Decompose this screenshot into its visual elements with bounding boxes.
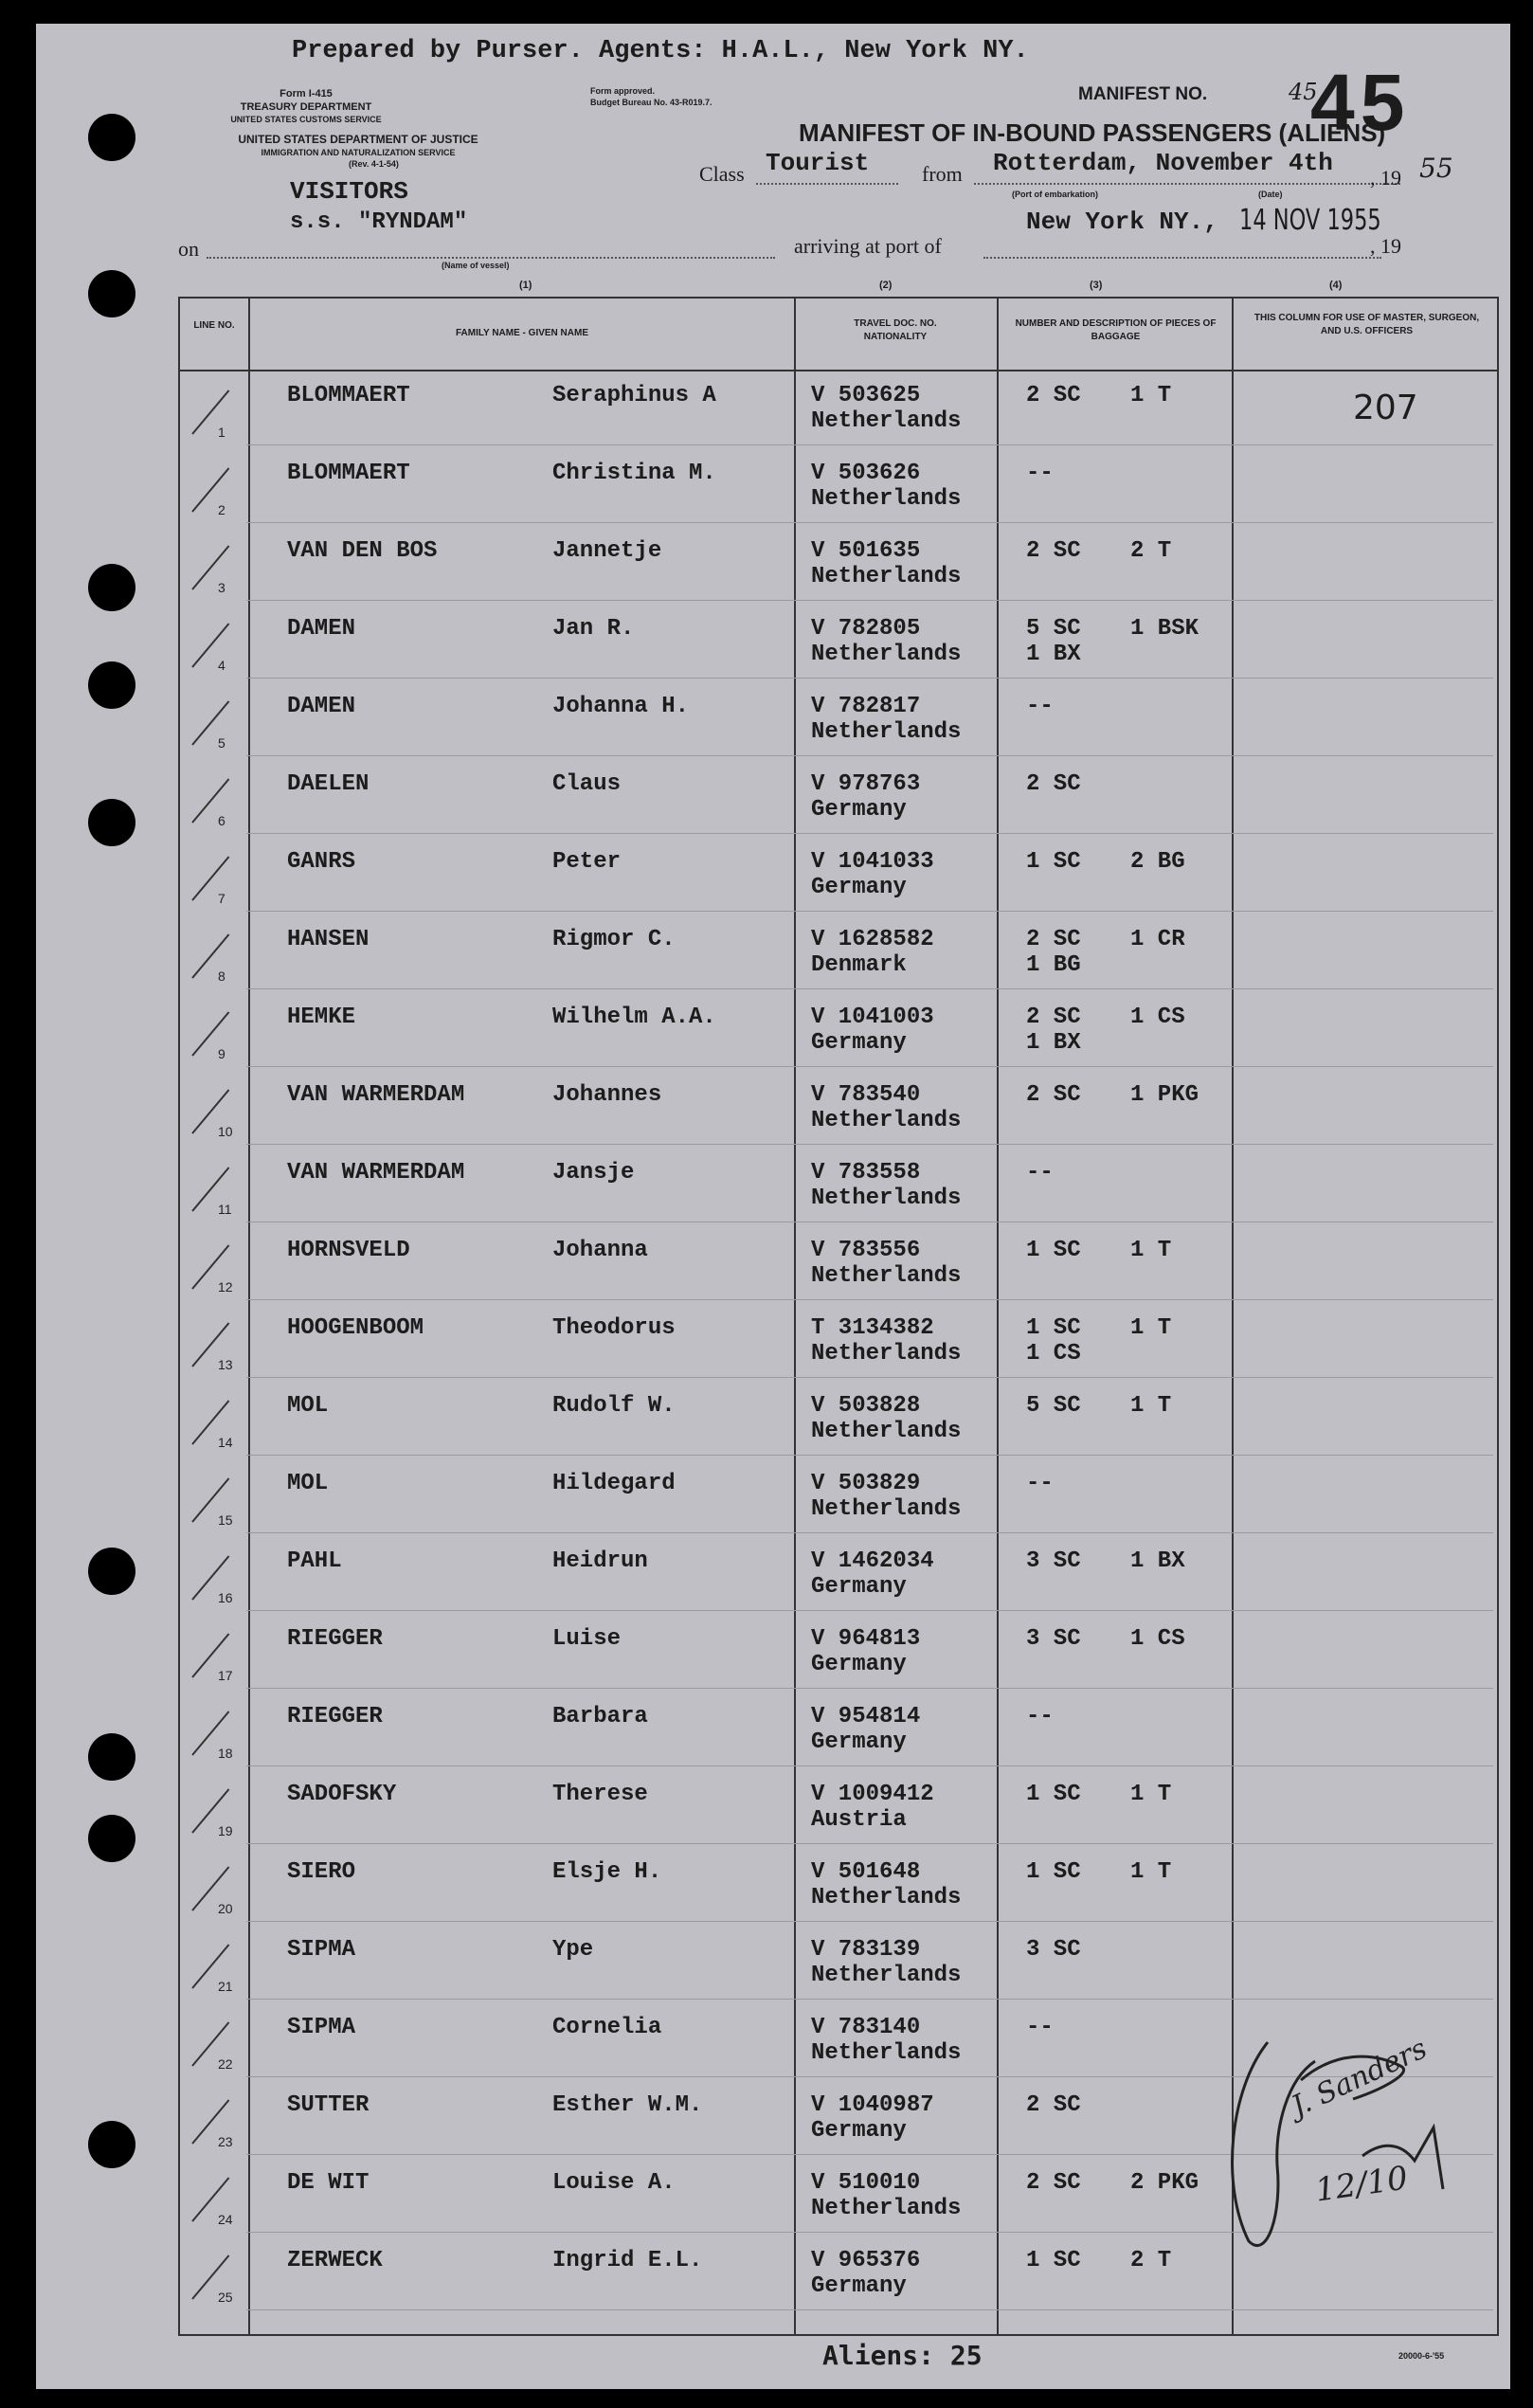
family-name: SIERO: [287, 1859, 356, 1885]
given-name: Ype: [552, 1937, 594, 1963]
nationality: Netherlands: [811, 1263, 962, 1289]
line-number: 3: [218, 580, 225, 595]
baggage-primary: 5 SC: [1026, 616, 1081, 642]
aliens-total: Aliens: 25: [822, 2340, 983, 2371]
given-name: Luise: [552, 1626, 622, 1652]
travel-doc-number: V 503625: [811, 383, 921, 408]
baggage-primary: --: [1026, 1704, 1054, 1729]
given-name: Seraphinus A: [552, 383, 716, 408]
travel-doc-number: V 782817: [811, 694, 921, 719]
officer-signature: [1211, 2023, 1495, 2270]
line-number: 16: [218, 1590, 233, 1605]
table-row: [36, 834, 1510, 912]
manifest-page: [36, 24, 1510, 2389]
form-number: Form I-415: [280, 88, 333, 100]
row-divider: [246, 2309, 1493, 2310]
table-row: [36, 989, 1510, 1067]
baggage-secondary: 1 PKG: [1130, 1082, 1199, 1108]
baggage-secondary: 1 T: [1130, 383, 1172, 408]
nationality: Netherlands: [811, 1186, 962, 1211]
line-number: 24: [218, 2212, 233, 2227]
given-name: Therese: [552, 1782, 648, 1807]
table-row: [36, 912, 1510, 989]
punch-hole: [88, 270, 135, 317]
port-caption: (Port of embarkation): [1012, 190, 1099, 199]
travel-doc-number: V 783140: [811, 2015, 921, 2040]
given-name: Christina M.: [552, 461, 716, 486]
manifest-no-stamped: 45: [1310, 58, 1411, 147]
baggage-primary: 2 SC: [1026, 383, 1081, 408]
line-number: 10: [218, 1124, 233, 1139]
family-name: RIEGGER: [287, 1704, 383, 1729]
given-name: Johanna H.: [552, 694, 690, 719]
baggage-extra: 1 BX: [1026, 642, 1081, 667]
budget-bureau: Budget Bureau No. 43-R019.7.: [590, 98, 712, 107]
line-number: 2: [218, 502, 225, 517]
table-row: [36, 1533, 1510, 1611]
baggage-secondary: 1 CS: [1130, 1005, 1185, 1030]
class-label: Class: [699, 162, 745, 186]
given-name: Jannetje: [552, 538, 662, 564]
line-number: 11: [218, 1202, 232, 1217]
nationality: Germany: [811, 1729, 907, 1755]
baggage-primary: --: [1026, 1160, 1054, 1186]
line-number: 12: [218, 1279, 233, 1295]
vessel-name: s.s. "RYNDAM": [290, 209, 468, 235]
travel-doc-number: V 783540: [811, 1082, 921, 1108]
table-row: [36, 1844, 1510, 1922]
arrival-year: , 19: [1370, 234, 1401, 258]
baggage-extra: 1 BG: [1026, 952, 1081, 978]
given-name: Elsje H.: [552, 1859, 662, 1885]
given-name: Johannes: [552, 1082, 662, 1108]
family-name: SADOFSKY: [287, 1782, 397, 1807]
nationality: Denmark: [811, 952, 907, 978]
baggage-primary: 1 SC: [1026, 2248, 1081, 2273]
family-name: ZERWECK: [287, 2248, 383, 2273]
family-name: RIEGGER: [287, 1626, 383, 1652]
ins-service: IMMIGRATION AND NATURALIZATION SERVICE: [261, 148, 456, 157]
travel-doc-number: V 954814: [811, 1704, 921, 1729]
baggage-primary: 3 SC: [1026, 1937, 1081, 1963]
column-number: (2): [879, 280, 893, 291]
vessel-caption: (Name of vessel): [442, 261, 510, 270]
baggage-secondary: 2 T: [1130, 2248, 1172, 2273]
family-name: DAELEN: [287, 771, 370, 797]
travel-doc-number: V 1628582: [811, 927, 934, 952]
baggage-primary: 2 SC: [1026, 1005, 1081, 1030]
line-number: 17: [218, 1668, 233, 1683]
nationality: Germany: [811, 1030, 907, 1056]
baggage-primary: --: [1026, 2015, 1054, 2040]
travel-doc-number: V 1009412: [811, 1782, 934, 1807]
baggage-primary: 2 SC: [1026, 2092, 1081, 2118]
baggage-secondary: 2 T: [1130, 538, 1172, 564]
travel-doc-number: V 503828: [811, 1393, 921, 1419]
baggage-primary: 2 SC: [1026, 2170, 1081, 2196]
date-caption: (Date): [1258, 190, 1283, 199]
nationality: Germany: [811, 875, 907, 900]
customs-service: UNITED STATES CUSTOMS SERVICE: [230, 115, 382, 124]
line-number: 22: [218, 2056, 233, 2072]
form-approved: Form approved.: [590, 86, 656, 96]
line-number: 23: [218, 2134, 233, 2149]
family-name: DAMEN: [287, 616, 356, 642]
signature-text: J. Sanders: [1286, 2032, 1433, 2124]
line-number: 4: [218, 658, 225, 673]
family-name: BLOMMAERT: [287, 383, 410, 408]
baggage-extra: 1 CS: [1026, 1341, 1081, 1367]
given-name: Louise A.: [552, 2170, 676, 2196]
line-number: 20: [218, 1901, 233, 1916]
given-name: Rigmor C.: [552, 927, 676, 952]
year-prefix: , 19: [1370, 166, 1401, 190]
table-row: [36, 1689, 1510, 1766]
line-number: 5: [218, 735, 225, 751]
given-name: Heidrun: [552, 1548, 648, 1574]
baggage-secondary: 1 T: [1130, 1238, 1172, 1263]
col-header-officers: THIS COLUMN FOR USE OF MASTER, SURGEON, AND U.S. OFFICERS: [1253, 313, 1480, 336]
family-name: HOOGENBOOM: [287, 1315, 424, 1341]
nationality: Germany: [811, 2273, 907, 2299]
visitors-label: VISITORS: [290, 177, 408, 206]
table-row: [36, 1922, 1510, 2000]
nationality: Netherlands: [811, 2040, 962, 2066]
punch-hole: [88, 114, 135, 161]
baggage-secondary: 1 T: [1130, 1782, 1172, 1807]
given-name: Jansje: [552, 1160, 635, 1186]
baggage-secondary: 1 CS: [1130, 1626, 1185, 1652]
baggage-primary: 1 SC: [1026, 849, 1081, 875]
table-row: [36, 1456, 1510, 1533]
baggage-primary: 1 SC: [1026, 1315, 1081, 1341]
travel-doc-number: V 1462034: [811, 1548, 934, 1574]
given-name: Barbara: [552, 1704, 648, 1729]
baggage-primary: 2 SC: [1026, 538, 1081, 564]
travel-doc-number: V 782805: [811, 616, 921, 642]
table-row: [36, 368, 1510, 445]
table-row: [36, 1145, 1510, 1222]
given-name: Esther W.M.: [552, 2092, 703, 2118]
given-name: Claus: [552, 771, 622, 797]
baggage-secondary: 2 PKG: [1130, 2170, 1199, 2196]
arriving-label: arriving at port of: [794, 234, 942, 258]
nationality: Netherlands: [811, 1885, 962, 1910]
line-number: 19: [218, 1823, 233, 1838]
line-number: 13: [218, 1357, 233, 1372]
form-revision: (Rev. 4-1-54): [349, 159, 399, 169]
family-name: MOL: [287, 1471, 329, 1496]
family-name: PAHL: [287, 1548, 342, 1574]
given-name: Johanna: [552, 1238, 648, 1263]
nationality: Netherlands: [811, 642, 962, 667]
baggage-primary: 1 SC: [1026, 1859, 1081, 1885]
family-name: SIPMA: [287, 1937, 356, 1963]
table-row: [36, 1378, 1510, 1456]
travel-doc-number: V 783556: [811, 1238, 921, 1263]
baggage-extra: 1 BX: [1026, 1030, 1081, 1056]
nationality: Netherlands: [811, 1496, 962, 1522]
nationality: Netherlands: [811, 1108, 962, 1133]
travel-doc-number: V 783558: [811, 1160, 921, 1186]
travel-doc-number: V 978763: [811, 771, 921, 797]
given-name: Rudolf W.: [552, 1393, 676, 1419]
baggage-primary: 2 SC: [1026, 771, 1081, 797]
col-header-name: FAMILY NAME - GIVEN NAME: [455, 328, 588, 338]
table-row: [36, 445, 1510, 523]
travel-doc-number: V 503829: [811, 1471, 921, 1496]
line-number: 25: [218, 2290, 233, 2305]
baggage-primary: --: [1026, 1471, 1054, 1496]
line-number: 15: [218, 1512, 233, 1528]
baggage-primary: 2 SC: [1026, 927, 1081, 952]
family-name: SUTTER: [287, 2092, 370, 2118]
column-number: (3): [1090, 280, 1103, 291]
given-name: Theodorus: [552, 1315, 676, 1341]
table-row: [36, 679, 1510, 756]
given-name: Jan R.: [552, 616, 635, 642]
table-row: [36, 1300, 1510, 1378]
line-number: 14: [218, 1435, 233, 1450]
travel-doc-number: T 3134382: [811, 1315, 934, 1341]
table-row: [36, 1067, 1510, 1145]
prepared-by: Prepared by Purser. Agents: H.A.L., New York NY.: [292, 37, 1029, 65]
manifest-no-label: MANIFEST NO.: [1078, 84, 1208, 104]
family-name: SIPMA: [287, 2015, 356, 2040]
given-name: Ingrid E.L.: [552, 2248, 703, 2273]
nationality: Austria: [811, 1807, 907, 1833]
family-name: MOL: [287, 1393, 329, 1419]
nationality: Germany: [811, 1652, 907, 1677]
justice-department: UNITED STATES DEPARTMENT OF JUSTICE: [238, 133, 478, 146]
baggage-primary: 2 SC: [1026, 1082, 1081, 1108]
baggage-primary: 3 SC: [1026, 1548, 1081, 1574]
form-code: 20000-6-'55: [1398, 2351, 1445, 2361]
nationality: Germany: [811, 1574, 907, 1600]
family-name: HORNSVELD: [287, 1238, 410, 1263]
column-number: (1): [519, 280, 532, 291]
family-name: VAN WARMERDAM: [287, 1160, 465, 1186]
travel-doc-number: V 501648: [811, 1859, 921, 1885]
baggage-secondary: 1 T: [1130, 1315, 1172, 1341]
baggage-primary: --: [1026, 694, 1054, 719]
nationality: Netherlands: [811, 408, 962, 434]
table-row: [36, 601, 1510, 679]
baggage-secondary: 1 BSK: [1130, 616, 1199, 642]
signature-scrawl: [1211, 2023, 1495, 2270]
manifest-no-handwritten: 45: [1289, 79, 1318, 105]
baggage-secondary: 1 T: [1130, 1393, 1172, 1419]
travel-doc-number: V 783139: [811, 1937, 921, 1963]
family-name: VAN DEN BOS: [287, 538, 438, 564]
nationality: Netherlands: [811, 486, 962, 512]
given-name: Hildegard: [552, 1471, 676, 1496]
nationality: Netherlands: [811, 2196, 962, 2221]
travel-doc-number: V 1041003: [811, 1005, 934, 1030]
given-name: Wilhelm A.A.: [552, 1005, 716, 1030]
family-name: VAN WARMERDAM: [287, 1082, 465, 1108]
baggage-secondary: 2 BG: [1130, 849, 1185, 875]
line-number: 18: [218, 1746, 233, 1761]
baggage-primary: 1 SC: [1026, 1238, 1081, 1263]
baggage-primary: 1 SC: [1026, 1782, 1081, 1807]
travel-doc-number: V 1041033: [811, 849, 934, 875]
manifest-title: MANIFEST OF IN-BOUND PASSENGERS (ALIENS): [799, 118, 1386, 147]
arrival-port: New York NY.,: [1026, 208, 1218, 236]
signature-date: 12/10: [1312, 2159, 1411, 2210]
given-name: Cornelia: [552, 2015, 662, 2040]
nationality: Germany: [811, 2118, 907, 2144]
nationality: Netherlands: [811, 564, 962, 589]
line-number: 9: [218, 1046, 225, 1061]
table-row: [36, 523, 1510, 601]
line-number: 1: [218, 425, 225, 440]
family-name: HANSEN: [287, 927, 370, 952]
class-value: Tourist: [766, 149, 870, 177]
travel-doc-number: V 1040987: [811, 2092, 934, 2118]
col-header-baggage: NUMBER AND DESCRIPTION OF PIECES OF BAGGAGE: [1015, 318, 1217, 342]
baggage-secondary: 1 T: [1130, 1859, 1172, 1885]
given-name: Peter: [552, 849, 622, 875]
nationality: Germany: [811, 797, 907, 823]
line-number: 6: [218, 813, 225, 828]
nationality: Netherlands: [811, 1341, 962, 1367]
column-number: (4): [1329, 280, 1343, 291]
travel-doc-number: V 503626: [811, 461, 921, 486]
year-value: 55: [1419, 153, 1453, 184]
col-header-line-no: LINE NO.: [193, 320, 235, 331]
officer-note: 207: [1353, 389, 1418, 427]
nationality: Netherlands: [811, 719, 962, 745]
table-row: [36, 756, 1510, 834]
table-row: [36, 1611, 1510, 1689]
family-name: GANRS: [287, 849, 356, 875]
line-number: 8: [218, 969, 225, 984]
arrival-date-stamp: 14 NOV 1955: [1239, 204, 1381, 237]
from-value: Rotterdam, November 4th: [993, 149, 1333, 177]
line-number: 21: [218, 1979, 233, 1994]
col-header-travel-doc: TRAVEL DOC. NO. NATIONALITY: [854, 318, 937, 342]
baggage-primary: 5 SC: [1026, 1393, 1081, 1419]
family-name: HEMKE: [287, 1005, 356, 1030]
family-name: DE WIT: [287, 2170, 370, 2196]
from-label: from: [922, 162, 963, 186]
table-row: [36, 1222, 1510, 1300]
baggage-primary: --: [1026, 461, 1054, 486]
baggage-secondary: 1 BX: [1130, 1548, 1185, 1574]
baggage-primary: 3 SC: [1026, 1626, 1081, 1652]
treasury-department: TREASURY DEPARTMENT: [240, 101, 372, 113]
family-name: BLOMMAERT: [287, 461, 410, 486]
table-row: [36, 1766, 1510, 1844]
baggage-secondary: 1 CR: [1130, 927, 1185, 952]
nationality: Netherlands: [811, 1963, 962, 1988]
travel-doc-number: V 501635: [811, 538, 921, 564]
family-name: DAMEN: [287, 694, 356, 719]
nationality: Netherlands: [811, 1419, 962, 1444]
travel-doc-number: V 965376: [811, 2248, 921, 2273]
line-number: 7: [218, 891, 225, 906]
travel-doc-number: V 510010: [811, 2170, 921, 2196]
travel-doc-number: V 964813: [811, 1626, 921, 1652]
on-label: on: [178, 237, 199, 261]
